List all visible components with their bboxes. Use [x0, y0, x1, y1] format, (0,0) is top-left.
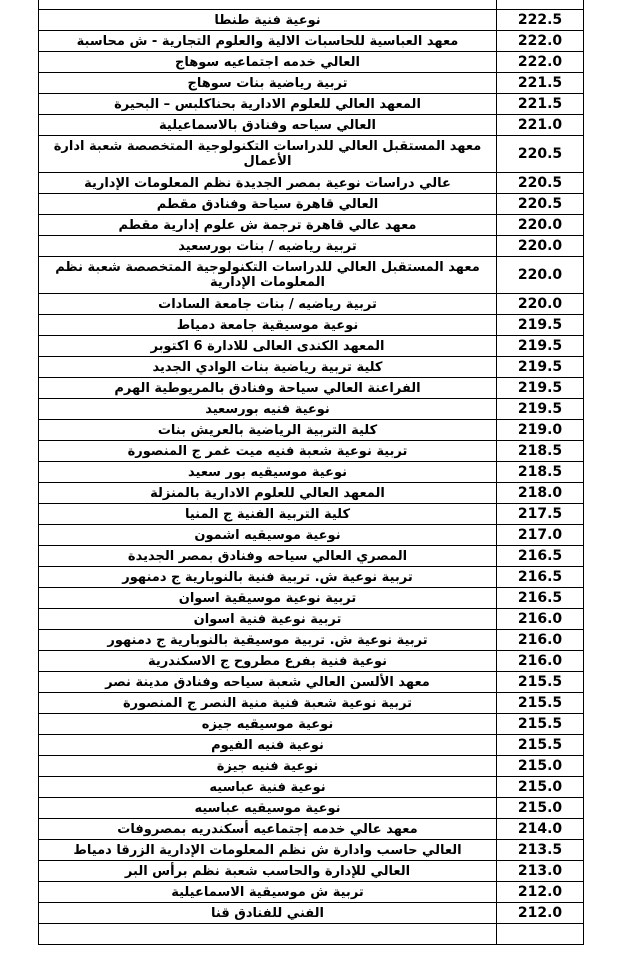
institute-name-cell: كلية التربية الفنية ج المنيا — [39, 504, 497, 525]
institute-name-cell — [39, 0, 497, 10]
score-cell: 216.0 — [497, 609, 584, 630]
institute-name-cell: تربية نوعية ش. تربية موسيقية بالنوبارية ج دمنهور — [39, 630, 497, 651]
score-cell: 216.5 — [497, 588, 584, 609]
table-row — [39, 136, 584, 173]
institute-name-cell: الفراعنة العالي سياحة وفنادق بالمريوطية الهرم — [39, 378, 497, 399]
institute-name-cell: تربية رياضيه / بنات بورسعيد — [39, 236, 497, 257]
table-row — [39, 173, 584, 194]
score-cell: 220.0 — [497, 294, 584, 315]
table-row — [39, 294, 584, 315]
table-row — [39, 630, 584, 651]
institute-name-cell — [39, 924, 497, 945]
score-cell: 218.0 — [497, 483, 584, 504]
table-row — [39, 462, 584, 483]
score-cell — [497, 924, 584, 945]
institute-name-cell: معهد المستقبل العالي للدراسات التكنولوجية المتخصصة شعبة نظم المعلومات الإدارية — [39, 257, 497, 294]
institute-name-cell: الفني للفنادق قنا — [39, 903, 497, 924]
score-cell: 220.5 — [497, 173, 584, 194]
score-cell: 216.0 — [497, 630, 584, 651]
score-cell: 220.0 — [497, 257, 584, 294]
table-row — [39, 798, 584, 819]
table-row — [39, 924, 584, 945]
table-row — [39, 693, 584, 714]
table-row — [39, 567, 584, 588]
table-row — [39, 483, 584, 504]
institute-name-cell: معهد عالي خدمه إجتماعيه أسكندريه بمصروفات — [39, 819, 497, 840]
table-row — [39, 73, 584, 94]
table-row — [39, 357, 584, 378]
institute-name-cell: نوعية موسيقيه بور سعيد — [39, 462, 497, 483]
score-cell: 220.0 — [497, 215, 584, 236]
institute-name-cell: تربية نوعية شعبة فنية منية النصر ج المنصورة — [39, 693, 497, 714]
score-cell: 213.5 — [497, 840, 584, 861]
score-cell: 219.0 — [497, 420, 584, 441]
table-row — [39, 115, 584, 136]
institute-name-cell: كلية التربية الرياضية بالعريش بنات — [39, 420, 497, 441]
table-row — [39, 336, 584, 357]
table-row — [39, 441, 584, 462]
institute-name-cell: عالي دراسات نوعية بمصر الجديدة نظم المعلومات الإدارية — [39, 173, 497, 194]
score-cell: 220.5 — [497, 194, 584, 215]
score-cell: 219.5 — [497, 399, 584, 420]
admission-scores-table — [38, 0, 584, 945]
score-cell: 218.5 — [497, 462, 584, 483]
table-row — [39, 861, 584, 882]
score-cell: 214.0 — [497, 819, 584, 840]
table-row — [39, 777, 584, 798]
score-cell: 222.0 — [497, 52, 584, 73]
score-cell: 216.0 — [497, 651, 584, 672]
institute-name-cell: تربية نوعية فنية اسوان — [39, 609, 497, 630]
score-cell: 215.0 — [497, 777, 584, 798]
institute-name-cell: معهد الألسن العالي شعبة سياحه وفنادق مدينة نصر — [39, 672, 497, 693]
score-cell: 212.0 — [497, 882, 584, 903]
table-row — [39, 315, 584, 336]
score-cell: 221.5 — [497, 73, 584, 94]
institute-name-cell: نوعية فنية عباسيه — [39, 777, 497, 798]
table-row — [39, 420, 584, 441]
score-cell: 220.0 — [497, 236, 584, 257]
score-cell: 215.5 — [497, 672, 584, 693]
score-cell: 222.5 — [497, 10, 584, 31]
institute-name-cell: المصري العالي سياحه وفنادق بمصر الجديدة — [39, 546, 497, 567]
institute-name-cell: تربية ش موسيقية الاسماعيلية — [39, 882, 497, 903]
score-cell: 221.0 — [497, 115, 584, 136]
institute-name-cell: نوعية فنيه الفيوم — [39, 735, 497, 756]
table-body — [39, 0, 584, 945]
table-row — [39, 10, 584, 31]
score-cell: 216.5 — [497, 567, 584, 588]
institute-name-cell: المعهد الكندى العالى للادارة 6 اكتوبر — [39, 336, 497, 357]
score-cell: 219.5 — [497, 378, 584, 399]
score-cell: 215.5 — [497, 714, 584, 735]
institute-name-cell: نوعية موسيقية جامعة دمياط — [39, 315, 497, 336]
table-row — [39, 588, 584, 609]
score-cell: 212.0 — [497, 903, 584, 924]
institute-name-cell: العالي خدمه اجتماعيه سوهاج — [39, 52, 497, 73]
institute-name-cell: تربية رياضية بنات سوهاج — [39, 73, 497, 94]
institute-name-cell: نوعية فنيه جيزة — [39, 756, 497, 777]
institute-name-cell: المعهد العالي للعلوم الادارية بالمنزلة — [39, 483, 497, 504]
score-cell: 219.5 — [497, 336, 584, 357]
institute-name-cell: معهد المستقبل العالي للدراسات التكنولوجية المتخصصة شعبة ادارة الأعمال — [39, 136, 497, 173]
score-cell: 217.0 — [497, 525, 584, 546]
institute-name-cell: العالي سياحه وفنادق بالاسماعيلية — [39, 115, 497, 136]
score-cell: 215.5 — [497, 693, 584, 714]
institute-name-cell: نوعية فنيه بورسعيد — [39, 399, 497, 420]
table-row — [39, 840, 584, 861]
table-row — [39, 236, 584, 257]
score-cell: 220.5 — [497, 136, 584, 173]
table-row — [39, 903, 584, 924]
table-row — [39, 756, 584, 777]
score-cell: 218.5 — [497, 441, 584, 462]
table-row — [39, 378, 584, 399]
institute-name-cell: تربية نوعية موسيقية اسوان — [39, 588, 497, 609]
table-row — [39, 714, 584, 735]
institute-name-cell: تربية نوعية شعبة فنيه ميت غمر ج المنصورة — [39, 441, 497, 462]
institute-name-cell: نوعية فنية بفرع مطروح ج الاسكندرية — [39, 651, 497, 672]
institute-name-cell: معهد عالي قاهرة ترجمة ش علوم إدارية مقطم — [39, 215, 497, 236]
score-cell: 215.5 — [497, 735, 584, 756]
institute-name-cell: العالي للإدارة والحاسب شعبة نظم برأس البر — [39, 861, 497, 882]
score-cell: 216.5 — [497, 546, 584, 567]
table-row — [39, 399, 584, 420]
institute-name-cell: نوعية موسيقيه اشمون — [39, 525, 497, 546]
institute-name-cell: نوعية موسيقيه جيزه — [39, 714, 497, 735]
table-row — [39, 257, 584, 294]
table-row — [39, 651, 584, 672]
score-cell: 222.0 — [497, 31, 584, 52]
table-row — [39, 525, 584, 546]
table-row — [39, 504, 584, 525]
institute-name-cell: تربية نوعية ش. تربية فنية بالنوبارية ج دمنهور — [39, 567, 497, 588]
score-cell: 213.0 — [497, 861, 584, 882]
institute-name-cell: نوعية فنية طنطا — [39, 10, 497, 31]
score-cell: 221.5 — [497, 94, 584, 115]
table-row — [39, 609, 584, 630]
score-cell: 219.5 — [497, 315, 584, 336]
table-row — [39, 215, 584, 236]
table-row — [39, 94, 584, 115]
institute-name-cell: كلية تربية رياضية بنات الوادي الجديد — [39, 357, 497, 378]
institute-name-cell: العالي قاهرة سياحة وفنادق مقطم — [39, 194, 497, 215]
table-row — [39, 0, 584, 10]
score-cell: 215.0 — [497, 756, 584, 777]
table-row — [39, 672, 584, 693]
table-row — [39, 735, 584, 756]
table-row — [39, 31, 584, 52]
table-row — [39, 882, 584, 903]
score-cell: 215.0 — [497, 798, 584, 819]
table-row — [39, 819, 584, 840]
score-cell — [497, 0, 584, 10]
table-row — [39, 52, 584, 73]
institute-name-cell: تربية رياضيه / بنات جامعة السادات — [39, 294, 497, 315]
table-row — [39, 546, 584, 567]
score-cell: 217.5 — [497, 504, 584, 525]
institute-name-cell: العالي حاسب وادارة ش نظم المعلومات الإدارية الزرقا دمياط — [39, 840, 497, 861]
institute-name-cell: نوعية موسيقيه عباسيه — [39, 798, 497, 819]
table-row — [39, 194, 584, 215]
institute-name-cell: المعهد العالي للعلوم الادارية بحناكلبس – البحيرة — [39, 94, 497, 115]
institute-name-cell: معهد العباسية للحاسبات الالية والعلوم التجارية - ش محاسبة — [39, 31, 497, 52]
score-cell: 219.5 — [497, 357, 584, 378]
